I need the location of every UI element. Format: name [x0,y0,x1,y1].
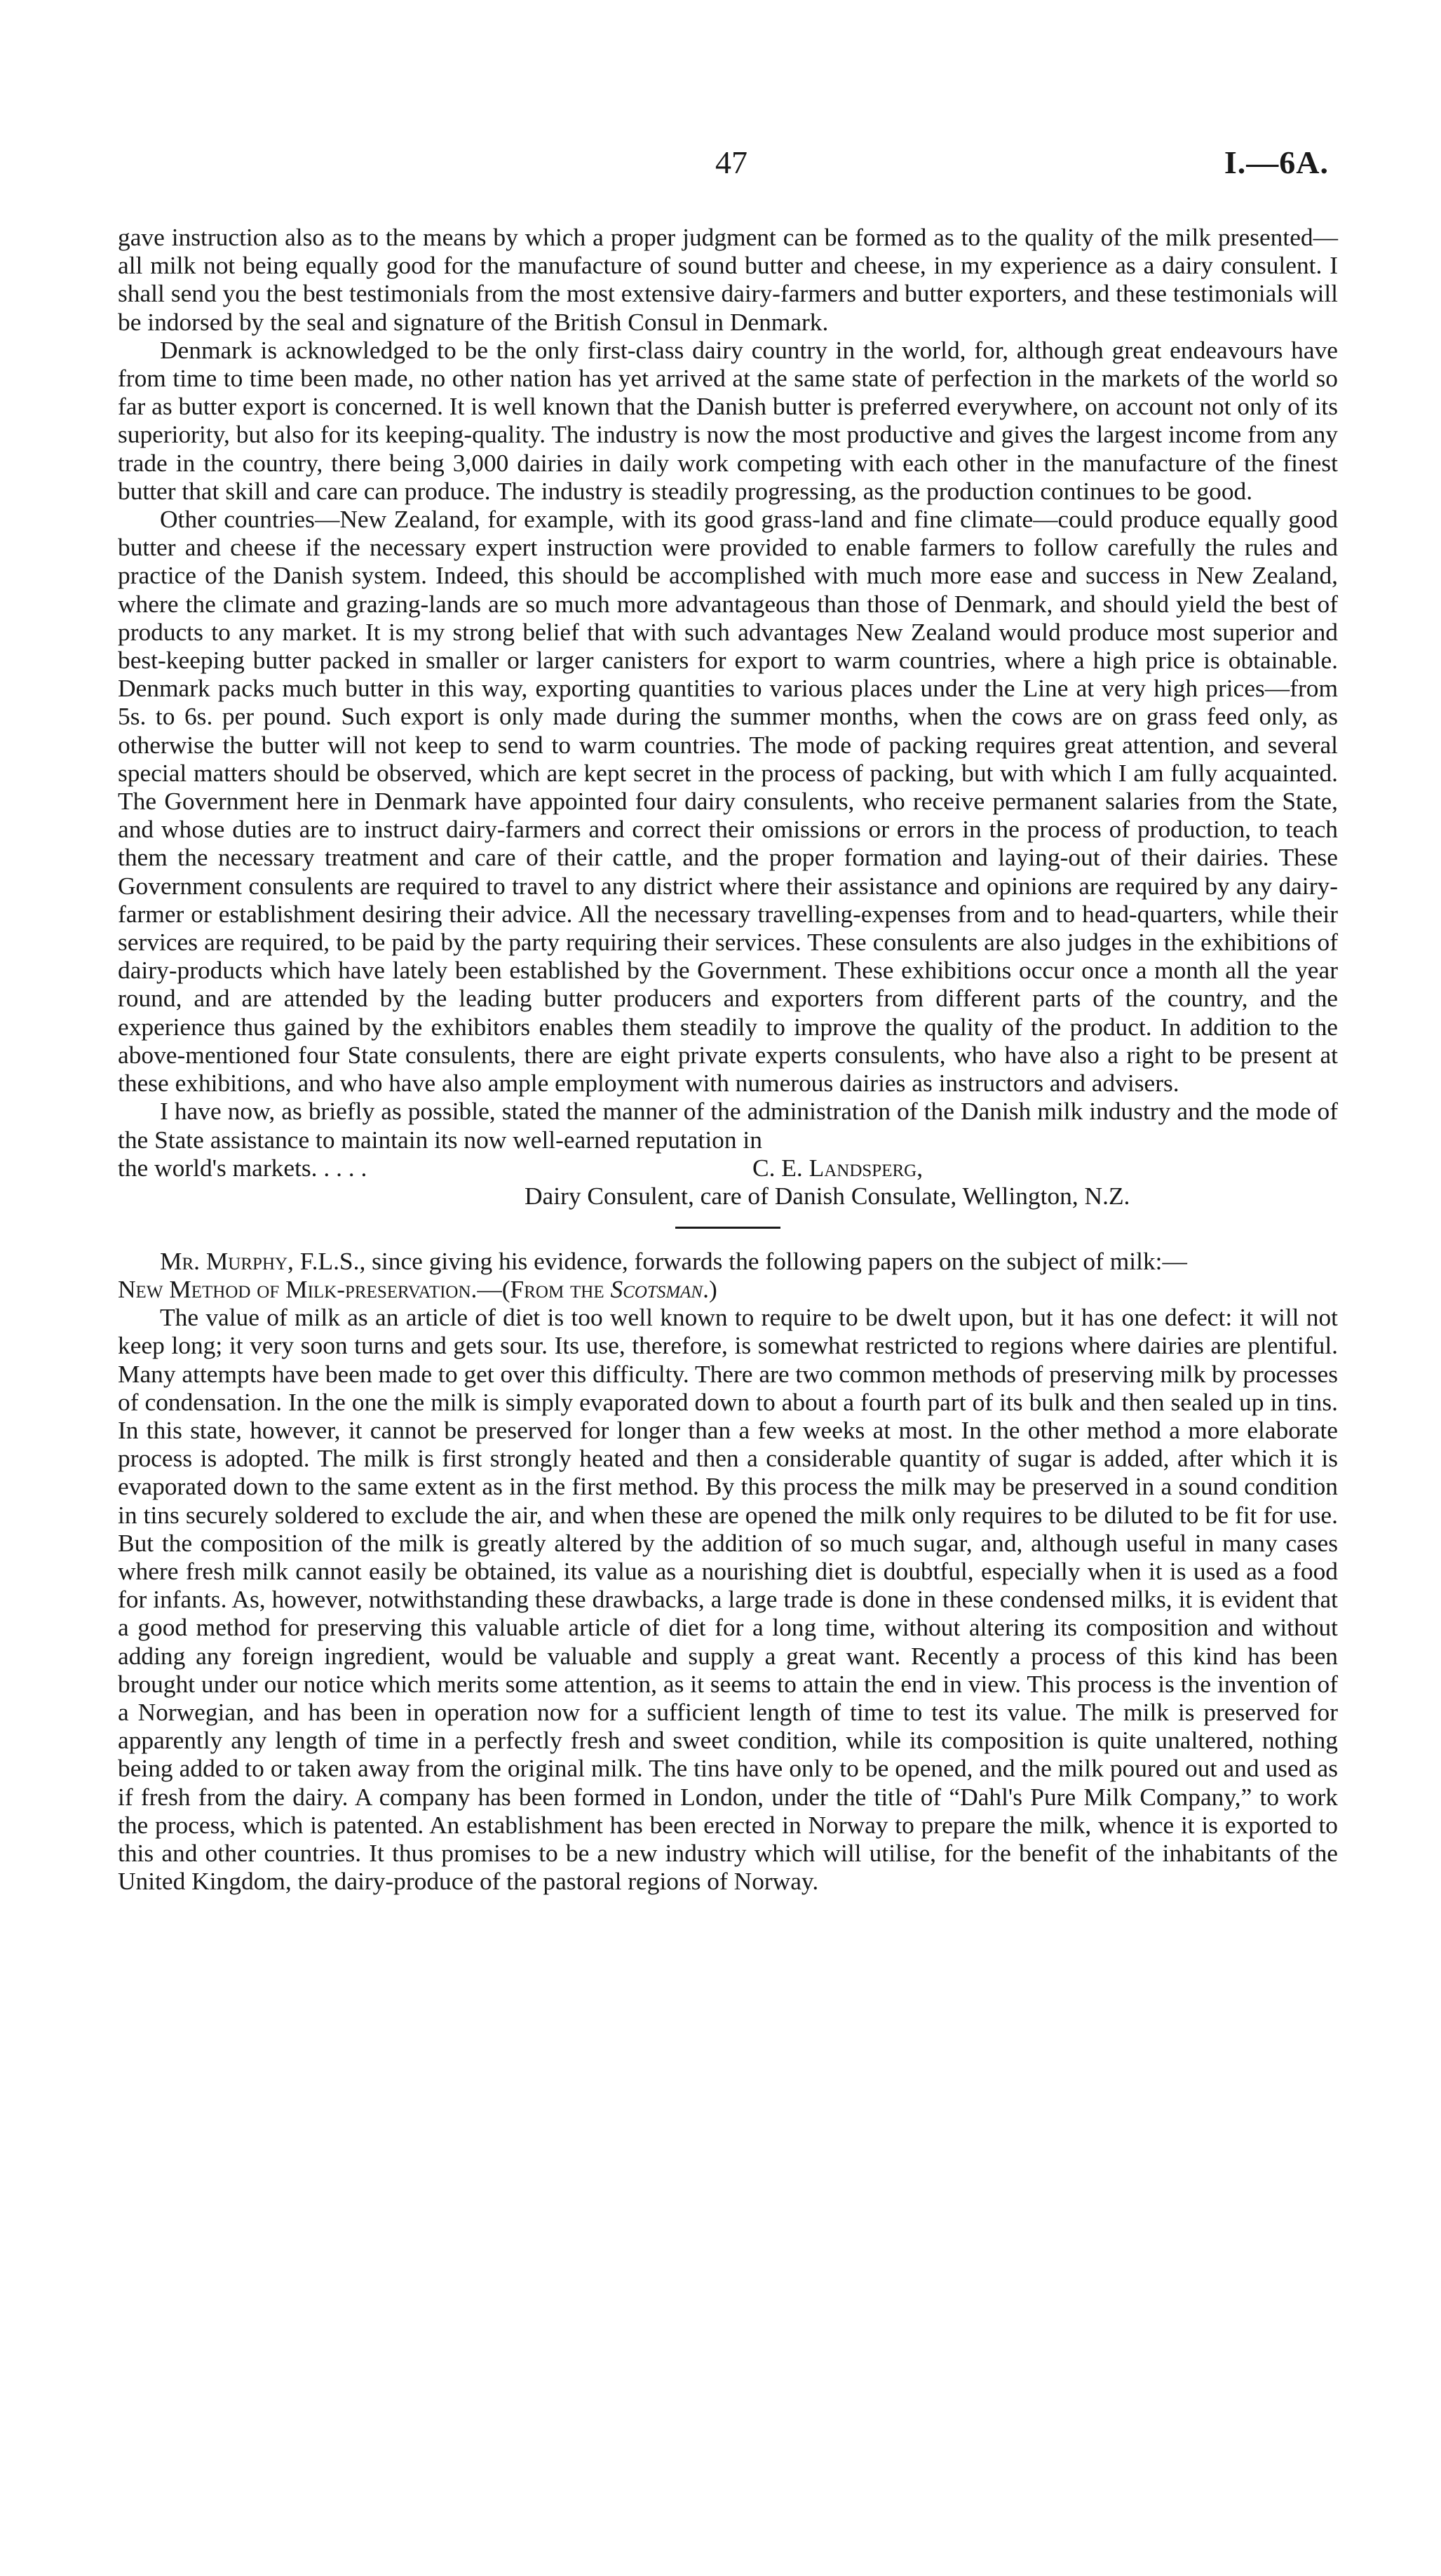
article-heading [118,1275,1338,1303]
article-source: Scotsman [610,1274,703,1303]
signature-title: Dairy Consulent, care of Danish Consulate, Wellington, N.Z. [525,1181,1130,1210]
page-header [0,144,1441,193]
article-title: New Method of Milk-preservation.—(From the [118,1274,604,1303]
page-body [118,223,1338,1895]
paragraph-closing: I have now, as briefly as possible, stated the manner of the administration of the Danish milk industry and the mode of the State assistance to maintain its now well-earned reputation in [118,1097,1338,1154]
paragraph-other-countries: Other countries—New Zealand, for example, with its good grass-land and fine climate—could produce equally good butter and cheese if the necessary expert instruction were provided to enable farmers to follow carefully the rules and practice of the Danish system. Indeed, this should be accomplished with much more ease and success in New Zealand, where the climate and grazing-lands are so much more advantageous than those of Denmark, and should yield the best of products to any market. It is my strong belief that with such advantages New Zealand would produce most superior and best-keeping butter packed in smaller or larger canisters for export to warm countries, where a high price is obtainable. Denmark packs much butter in this way, exporting quantities to various places under the Line at very high prices—from 5s. to 6s. per pound. Such export is only made during the summer months, when the cows are on grass feed only, as otherwise the butter will not keep to send to warm countries. The mode of packing requires great attention, and several special matters should be observed, which are kept secret in the process of packing, but with which I am fully acquainted. The Government here in Denmark have appointed four dairy consulents, who receive permanent salaries from the State, and whose duties are to instruct dairy-farmers and correct their omissions or errors in the process of production, to teach them the necessary treatment and care of their cattle, and the proper formation and laying-out of their dairies. These Government consulents are required to travel to any district where their assistance and opinions are required by any dairy-farmer or establishment desiring their advice. All the necessary travelling-expenses from and to head-quarters, while their services are required, to be paid by the party requiring their services. These consulents are also judges in the exhibitions of dairy-products which have lately been established by the Government. These exhibitions occur once a month all the year round, and are attended by the leading butter producers and exporters from different parts of the country, and the experience thus gained by the exhibitors enables them steadily to improve the quality of the product. In addition to the above-mentioned four State consulents, there are eight private experts consulents, who have also a right to be present at these exhibitions, and who have also ample employment with numerous dairies as instructors and advisers. [118,505,1338,1098]
section-intro [118,1247,1338,1275]
article-body: The value of milk as an article of diet is too well known to require to be dwelt upon, but it has one defect: it will not keep long; it very soon turns and gets sour. Its use, therefore, is somewhat restricted to regions where dairies are plentiful. Many attempts have been made to get over this difficulty. There are two common methods of preserving milk by processes of condensation. In the one the milk is simply evaporated down to about a fourth part of its bulk and then sealed up in tins. In this state, however, it cannot be preserved for longer than a few weeks at most. In the other method a more elaborate process is adopted. The milk is first strongly heated and then a considerable quantity of sugar is added, after which it is evaporated down to the same extent as in the first method. By this process the milk may be preserved in a sound condition in tins securely soldered to exclude the air, and when these are opened the milk only requires to be diluted to be fit for use. But the composition of the milk is greatly altered by the addition of so much sugar, and, although useful in many cases where fresh milk cannot easily be obtained, its value as a nourishing diet is doubtful, especially when it is used as a food for infants. As, however, notwithstanding these drawbacks, a large trade is done in these condensed milks, it is evident that a good method for preserving this valuable article of diet for a long time, without altering its composition and without adding any foreign ingredient, would be valuable and supply a great want. Recently a process of this kind has been brought under our notice which merits some attention, as it seems to attain the end in view. This process is the invention of a Norwegian, and has been in operation now for a sufficient length of time to test its value. The milk is preserved for apparently any length of time in a perfectly fresh and sweet condition, while its composition is quite unaltered, nothing being added to or taken away from the original milk. The tins have only to be opened, and the milk poured out and used as if fresh from the dairy. A company has been formed in London, under the title of “Dahl's Pure Milk Company,” to work the process, which is patented. An establishment has been erected in Norway to prepare the milk, whence it is exported to this and other countries. It thus promises to be a new industry which will utilise, for the benefit of the inhabitants of the United Kingdom, the dairy-produce of the pastoral regions of Norway. [118,1303,1338,1896]
author-name: Mr. Murphy, [160,1246,294,1275]
document-reference: I.—6A. [1224,144,1329,180]
closing-phrase: the world's markets. . . . . [118,1153,367,1182]
signature-line [118,1154,1338,1182]
paragraph-continued: gave instruction also as to the means by which a proper judgment can be formed as to the quality of the milk presented—all milk not being equally good for the manufacture of sound butter and cheese, in my experience as a dairy consulent. I shall send you the best testimonials from the most extensive dairy-farmers and butter exporters, and these testimonials will be indorsed by the seal and signature of the British Consul in Denmark. [118,223,1338,336]
section-divider [675,1227,780,1229]
article-heading-end: .) [703,1274,717,1303]
section-intro-text: F.L.S., since giving his evidence, forwards the following papers on the subject of milk:— [299,1246,1187,1275]
paragraph-denmark: Denmark is acknowledged to be the only first-class dairy country in the world, for, although great endeavours have from time to time been made, no other nation has yet arrived at the same state of perfection in the markets of the world so far as butter export is concerned. It is well known that the Danish butter is preferred everywhere, on account not only of its superiority, but also for its keeping-quality. The industry is now the most productive and gives the largest income from any trade in the country, there being 3,000 dairies in daily work competing with each other in the manufacture of the finest butter that skill and care can produce. The industry is steadily progressing, as the production continues to be good. [118,335,1338,505]
page-number: 47 [715,144,747,180]
signature-name: C. E. Landsperg, [752,1153,924,1182]
